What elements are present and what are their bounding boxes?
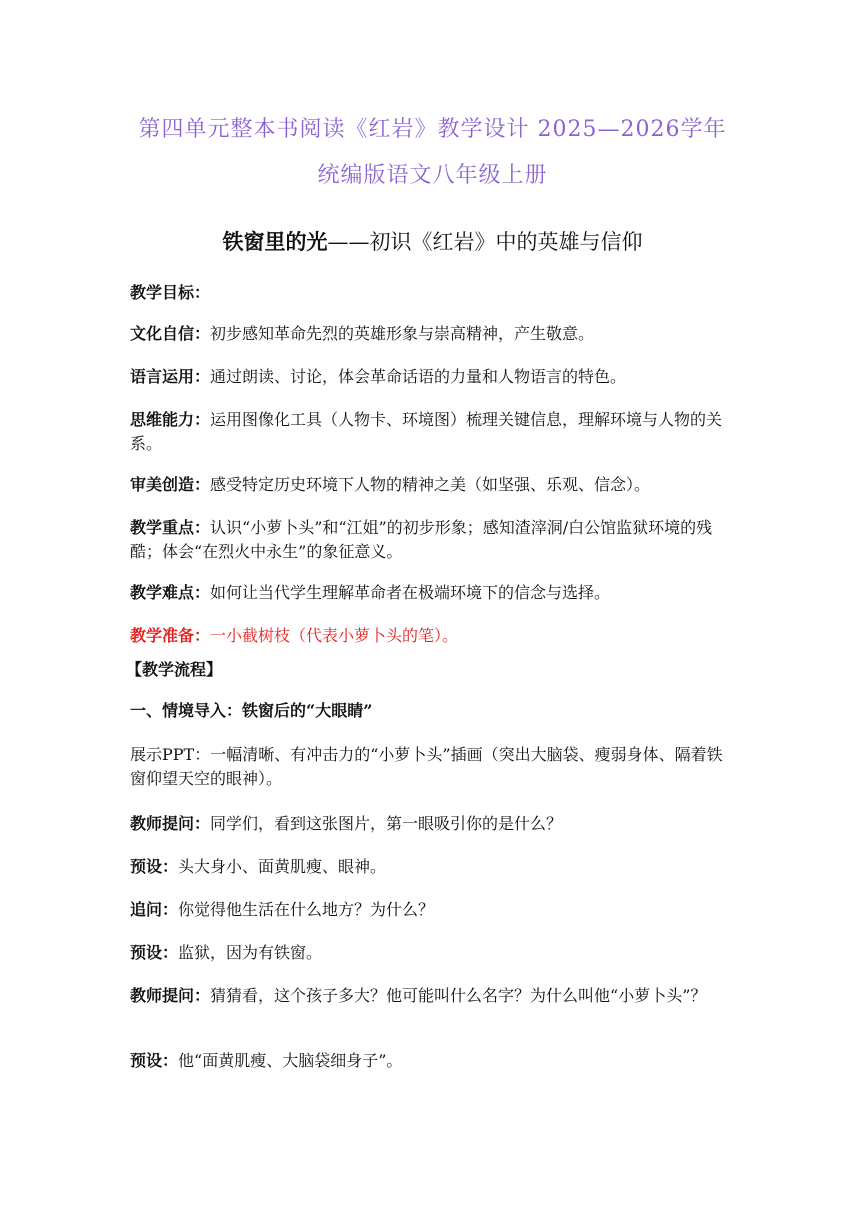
difficulties-text: 如何让当代学生理解革命者在极端环境下的信念与选择。: [210, 583, 611, 602]
objective-text: 初步感知革命先烈的英雄形象与崇高精神，产生敬意。: [210, 324, 595, 343]
objective-item: [130, 365, 735, 389]
dialogue-text: 你觉得他生活在什么地方？为什么？: [178, 900, 435, 919]
objective-item: [130, 322, 735, 346]
objective-label: 语言运用：: [130, 367, 211, 386]
dialogue-label: 教师提问：: [130, 986, 211, 1005]
dialogue-text: 监狱，因为有铁窗。: [178, 943, 323, 962]
key-points-text: 认识“小萝卜头”和“江姐”的初步形象；感知渣滓洞/白公馆监狱环境的残酷；体会“在烈火中永生”的象征意义。: [130, 518, 713, 561]
key-points: [130, 516, 735, 564]
objective-text: 运用图像化工具（人物卡、环境图）梳理关键信息，理解环境与人物的关系。: [130, 410, 723, 453]
dialogue-line: [130, 812, 735, 836]
section1-intro: 展示PPT：一幅清晰、有冲击力的“小萝卜头”插画（突出大脑袋、瘦弱身体、隔着铁窗仰望天空的眼神）。: [130, 745, 723, 788]
dialogue-label: 教师提问：: [130, 814, 211, 833]
dialogue-text: 同学们，看到这张图片，第一眼吸引你的是什么？: [210, 814, 563, 833]
difficulties: [130, 581, 735, 605]
preparation-label: 教学准备：: [130, 626, 211, 645]
flow-heading: 【教学流程】: [126, 660, 223, 679]
key-points-label: 教学重点：: [130, 518, 211, 537]
lesson-subtitle-rest: ——初识《红岩》中的英雄与信仰: [327, 230, 643, 254]
dialogue-text: 他“面黄肌瘦、大脑袋细身子”。: [178, 1051, 403, 1070]
objective-item: [130, 473, 735, 497]
objective-label: 思维能力：: [130, 410, 211, 429]
dialogue-label: 追问：: [130, 900, 179, 919]
section1-heading: 一、情境导入：铁窗后的“大眼睛”: [130, 701, 373, 720]
dialogue-line: [130, 855, 735, 879]
difficulties-label: 教学难点：: [130, 583, 211, 602]
objective-text: 感受特定历史环境下人物的精神之美（如坚强、乐观、信念）。: [210, 475, 651, 494]
document-title-line1: 第四单元整本书阅读《红岩》教学设计 2025—2026学年: [138, 117, 727, 142]
preparation-text: 一小截树枝（代表小萝卜头的笔）。: [210, 626, 459, 645]
dialogue-text: 头大身小、面黄肌瘦、眼神。: [178, 857, 387, 876]
objective-label: 文化自信：: [130, 324, 211, 343]
lesson-subtitle-main: 铁窗里的光: [222, 229, 328, 254]
dialogue-label: 预设：: [130, 1051, 179, 1070]
dialogue-line: [130, 941, 735, 965]
lesson-subtitle: [130, 226, 735, 256]
dialogue-line: [130, 1049, 735, 1073]
dialogue-text: 猜猜看，这个孩子多大？他可能叫什么名字？为什么叫他“小萝卜头”？: [210, 986, 707, 1005]
objective-item: [130, 408, 735, 456]
objective-label: 审美创造：: [130, 475, 211, 494]
dialogue-label: 预设：: [130, 857, 179, 876]
dialogue-line: [130, 984, 735, 1008]
document-title-line2: 统编版语文八年级上册: [317, 163, 548, 188]
preparation: [130, 624, 735, 648]
objective-text: 通过朗读、讨论，体会革命话语的力量和人物语言的特色。: [210, 367, 627, 386]
objectives-heading: 教学目标：: [130, 283, 211, 302]
dialogue-line: [130, 898, 735, 922]
dialogue-label: 预设：: [130, 943, 179, 962]
